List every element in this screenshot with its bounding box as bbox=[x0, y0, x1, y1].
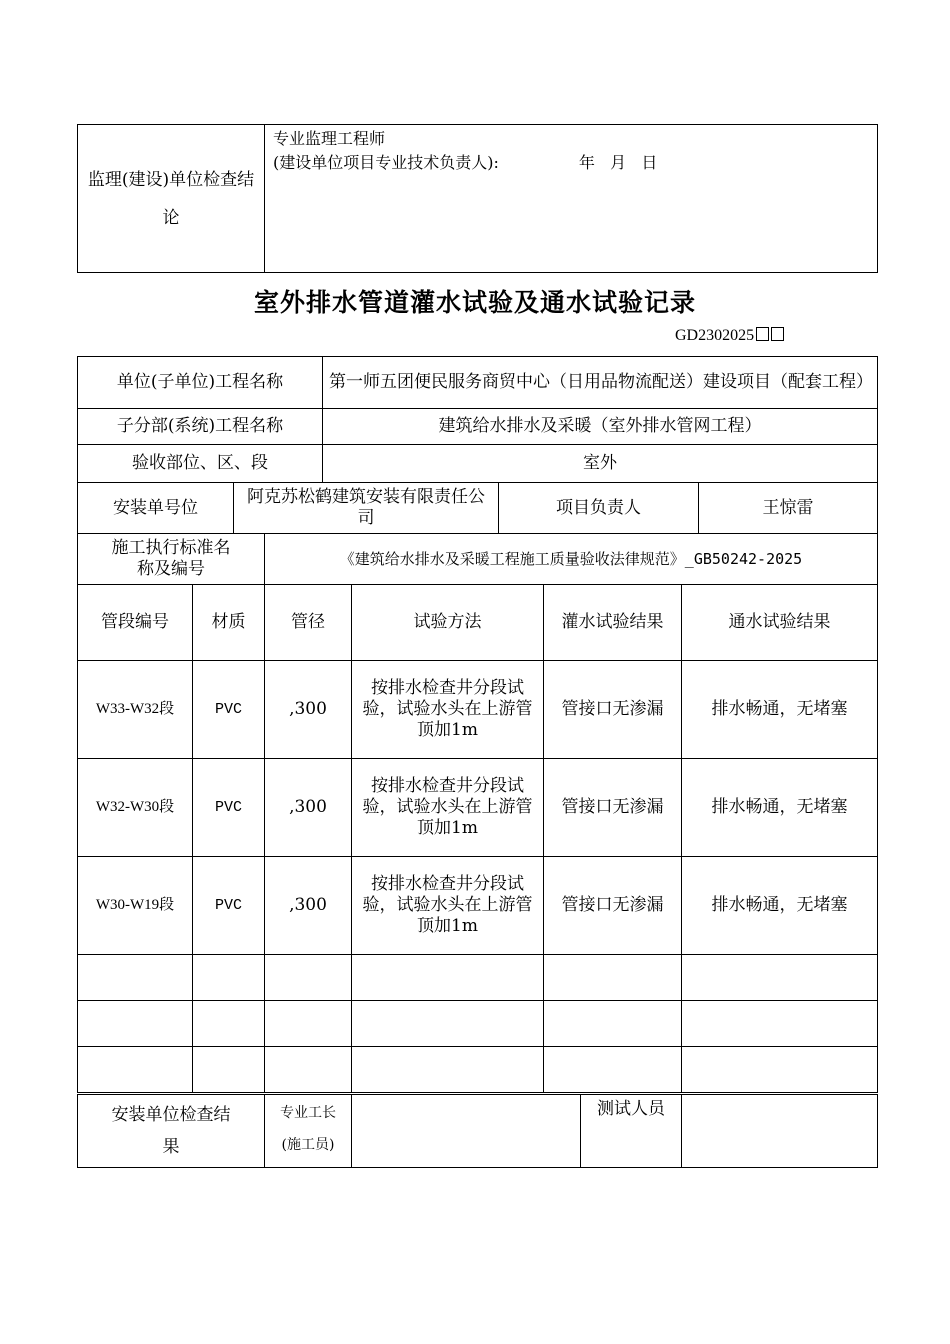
signoff-table bbox=[77, 1094, 878, 1168]
row-diameter: ,300 bbox=[265, 759, 352, 857]
tester-signature bbox=[682, 1095, 878, 1168]
info-table-install bbox=[77, 482, 878, 534]
header-diameter: 管径 bbox=[265, 585, 352, 661]
subsystem-label: 子分部(系统)工程名称 bbox=[78, 409, 323, 445]
foreman-cell bbox=[265, 1095, 352, 1168]
empty-row bbox=[78, 1001, 878, 1047]
pm-value: 王惊雷 bbox=[699, 483, 878, 534]
row-material: PVC bbox=[193, 759, 265, 857]
row-flow-result: 排水畅通，无堵塞 bbox=[682, 661, 878, 759]
row-segment: W33-W32段 bbox=[78, 661, 193, 759]
row-material: PVC bbox=[193, 661, 265, 759]
install-check-label: 安装单位检查结果 bbox=[78, 1095, 265, 1168]
standard-label: 施工执行标准名称及编号 bbox=[78, 534, 265, 585]
install-unit-label: 安装单号位 bbox=[78, 483, 234, 534]
acceptance-part-label: 验收部位、区、段 bbox=[78, 445, 323, 483]
checkbox-icon bbox=[756, 327, 769, 341]
empty-row bbox=[78, 1047, 878, 1093]
supervision-table bbox=[77, 124, 878, 273]
test-records-table bbox=[77, 584, 878, 1093]
info-table-standard bbox=[77, 533, 878, 585]
table-row bbox=[78, 759, 878, 857]
row-method: 按排水检查井分段试验，试验水头在上游管顶加1m bbox=[352, 857, 544, 955]
foreman-signature bbox=[352, 1095, 581, 1168]
header-segment: 管段编号 bbox=[78, 585, 193, 661]
row-fill-result: 管接口无渗漏 bbox=[544, 857, 682, 955]
info-table-project bbox=[77, 356, 878, 483]
table-row bbox=[78, 857, 878, 955]
standard-value: 《建筑给水排水及采暖工程施工质量验收法律规范》_GB50242-2025 bbox=[265, 534, 878, 585]
doc-number-text: GD2302025 bbox=[675, 327, 755, 344]
row-diameter: ,300 bbox=[265, 661, 352, 759]
subsystem-value: 建筑给水排水及采暖（室外排水管网工程） bbox=[323, 409, 878, 445]
supervision-date: 年 月 日 bbox=[578, 153, 658, 172]
header-fill-result: 灌水试验结果 bbox=[544, 585, 682, 661]
row-method: 按排水检查井分段试验，试验水头在上游管顶加1m bbox=[352, 661, 544, 759]
row-fill-result: 管接口无渗漏 bbox=[544, 759, 682, 857]
checkbox-icon bbox=[771, 327, 784, 341]
supervision-owner-tech: (建设单位项目专业技术负责人): bbox=[273, 153, 499, 172]
page-title: 室外排水管道灌水试验及通水试验记录 bbox=[253, 288, 696, 317]
unit-name-value: 第一师五团便民服务商贸中心（日用品物流配送）建设项目（配套工程） bbox=[323, 357, 878, 409]
unit-name-label: 单位(子单位)工程名称 bbox=[78, 357, 323, 409]
tester-label: 测试人员 bbox=[581, 1095, 682, 1168]
header-flow-result: 通水试验结果 bbox=[682, 585, 878, 661]
doc-number bbox=[675, 327, 784, 345]
pm-label: 项目负责人 bbox=[499, 483, 699, 534]
row-method: 按排水检查井分段试验，试验水头在上游管顶加1m bbox=[352, 759, 544, 857]
supervision-owner-tech-line bbox=[273, 151, 869, 175]
row-flow-result: 排水畅通，无堵塞 bbox=[682, 857, 878, 955]
constructor-label: (施工员) bbox=[281, 1137, 335, 1153]
supervision-label: 监理(建设)单位检查结论 bbox=[78, 125, 265, 273]
header-row bbox=[78, 585, 878, 661]
row-fill-result: 管接口无渗漏 bbox=[544, 661, 682, 759]
supervision-signature-cell bbox=[265, 125, 878, 273]
row-material: PVC bbox=[193, 857, 265, 955]
row-segment: W30-W19段 bbox=[78, 857, 193, 955]
row-segment: W32-W30段 bbox=[78, 759, 193, 857]
header-method: 试验方法 bbox=[352, 585, 544, 661]
header-material: 材质 bbox=[193, 585, 265, 661]
empty-row bbox=[78, 955, 878, 1001]
foreman-label: 专业工长 bbox=[280, 1105, 336, 1121]
acceptance-part-value: 室外 bbox=[323, 445, 878, 483]
supervision-engineer: 专业监理工程师 bbox=[273, 129, 386, 148]
row-diameter: ,300 bbox=[265, 857, 352, 955]
table-row bbox=[78, 661, 878, 759]
row-flow-result: 排水畅通，无堵塞 bbox=[682, 759, 878, 857]
install-unit-value: 阿克苏松鹤建筑安装有限责任公司 bbox=[234, 483, 499, 534]
